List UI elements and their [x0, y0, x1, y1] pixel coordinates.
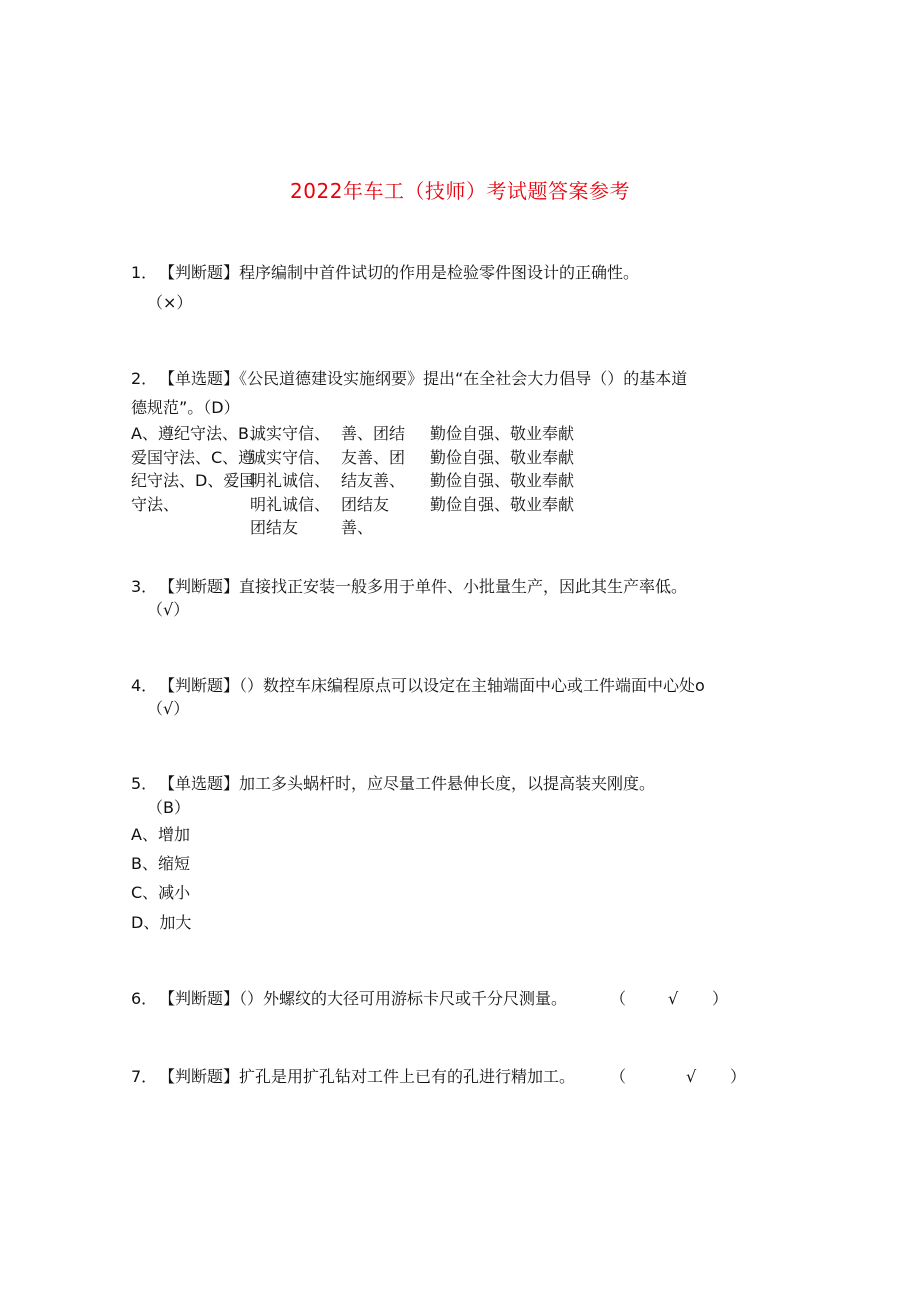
question-2	[131, 367, 687, 391]
option-fragment: 诚实守信、	[250, 424, 331, 443]
question-number: 4．	[131, 676, 158, 695]
question-2-text-line2: 德规范”。（D）	[131, 398, 240, 417]
question-number: 1．	[131, 263, 158, 282]
question-text: 【判断题】程序编制中首件试切的作用是检验零件图设计的正确性。	[159, 263, 640, 282]
question-4	[131, 674, 705, 698]
question-6-mark: √	[668, 989, 679, 1008]
option-fragment: 纪守法、D、爱国	[131, 471, 256, 490]
option-fragment: 明礼诚信、	[250, 471, 331, 490]
question-text: 【判断题】扩孔是用扩孔钻对工件上已有的孔进行精加工。	[159, 1067, 576, 1086]
question-number: 6．	[131, 989, 158, 1008]
option-fragment: 守法、	[131, 494, 180, 514]
question-text-line1: 【单选题】《公民道德建设实施纲要》提出“在全社会大力倡导（）的基本道	[159, 369, 688, 388]
question-text: 【判断题】（）数控车床编程原点可以设定在主轴端面中心或工件端面中心处o	[159, 676, 705, 695]
question-2-options-col3	[341, 422, 405, 540]
question-2-options-col2	[250, 422, 330, 540]
option-fragment: 团结友	[250, 518, 299, 537]
option-c: C、减小	[131, 883, 191, 902]
question-2-options-col1	[131, 422, 265, 516]
question-7-paren-close: ）	[730, 1067, 747, 1086]
question-5	[131, 772, 655, 796]
question-3-answer: （√）	[147, 600, 190, 619]
question-7	[131, 1065, 575, 1089]
page-title: 2022年车工（技师）考试题答案参考	[290, 179, 630, 203]
option-fragment: 勤俭自强、敬业奉献	[430, 447, 575, 467]
question-3	[131, 575, 687, 599]
question-number: 5．	[131, 774, 158, 793]
question-number: 7．	[131, 1067, 158, 1086]
option-fragment: 诚实守信、	[250, 447, 331, 467]
option-fragment: 团结友	[341, 494, 390, 514]
option-fragment: 明礼诚信、	[250, 494, 331, 514]
question-4-answer: （√）	[147, 699, 190, 718]
question-number: 3．	[131, 577, 158, 596]
question-number: 2．	[131, 369, 158, 388]
question-1	[131, 261, 639, 285]
question-1-answer: （×）	[147, 293, 193, 312]
option-fragment: 勤俭自强、敬业奉献	[430, 424, 575, 443]
question-6	[131, 987, 567, 1011]
option-fragment: 爱国守法、C、遵	[131, 447, 255, 467]
option-fragment: A、遵纪守法、B、	[131, 424, 265, 443]
question-6-paren-open: （	[610, 989, 627, 1008]
option-b: B、缩短	[131, 854, 190, 873]
option-fragment: 友善、团	[341, 447, 406, 467]
question-2-options-col4	[430, 422, 574, 516]
question-text: 【判断题】直接找正安装一般多用于单件、小批量生产，因此其生产率低。	[159, 577, 688, 596]
option-d: D、加大	[131, 913, 192, 932]
option-fragment: 勤俭自强、敬业奉献	[430, 494, 575, 514]
question-5-answer: （B）	[147, 798, 190, 817]
option-fragment: 善、团结	[341, 424, 406, 443]
option-fragment: 善、	[341, 518, 374, 537]
question-7-paren-open: （	[610, 1067, 627, 1086]
option-a: A、增加	[131, 825, 190, 844]
option-fragment: 结友善、	[341, 471, 406, 490]
question-6-paren-close: ）	[712, 989, 729, 1008]
question-text: 【判断题】（）外螺纹的大径可用游标卡尺或千分尺测量。	[159, 989, 568, 1008]
question-text: 【单选题】加工多头蜗杆时，应尽量工件悬伸长度，以提高装夹刚度。	[159, 774, 656, 793]
option-fragment: 勤俭自强、敬业奉献	[430, 471, 575, 490]
question-7-mark: √	[686, 1067, 697, 1086]
